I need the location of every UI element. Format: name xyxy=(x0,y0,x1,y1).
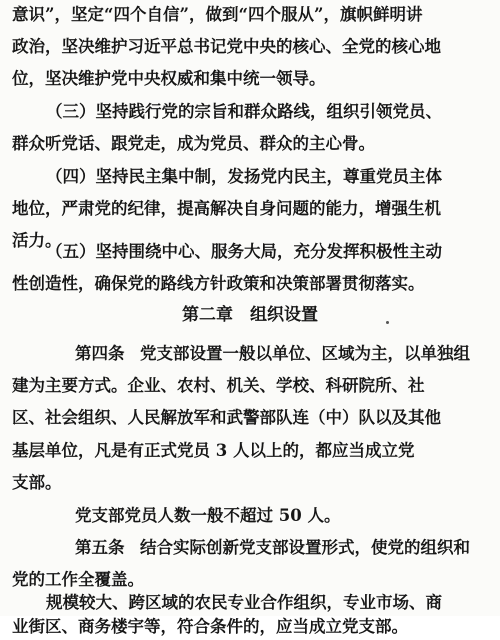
paragraph-line: （五）坚持围绕中心、服务大局，充分发挥积极性主动 xyxy=(46,242,442,261)
paragraph-line: 性创造性，确保党的路线方针政策和决策部署贯彻落实。 xyxy=(12,274,425,293)
article-label: 第五条 xyxy=(75,538,125,557)
article-label: 第四条 xyxy=(75,344,125,363)
paragraph-line: 活力。 xyxy=(12,231,62,250)
paragraph-line: （三）坚持践行党的宗旨和群众路线，组织引领党员、 xyxy=(46,102,442,121)
article-line: 基层单位，凡是有正式党员 3 人以上的，都应当成立党 xyxy=(12,441,415,460)
article-line: 党的工作全覆盖。 xyxy=(12,570,144,589)
article-line: 区、社会组织、人民解放军和武警部队连（中）队以及其他 xyxy=(12,408,441,427)
paragraph-line: 群众听党话、跟党走，成为党员、群众的主心骨。 xyxy=(12,134,375,153)
article-line: 业街区、商务楼宇等，符合条件的，应当成立党支部。 xyxy=(12,617,408,636)
paragraph-line: （四）坚持民主集中制，发扬党内民主，尊重党员主体 xyxy=(46,167,442,186)
article-line: 支部。 xyxy=(12,473,62,492)
paragraph-line: 政治，坚决维护习近平总书记党中央的核心、全党的核心地 xyxy=(12,37,441,56)
scan-speck xyxy=(386,321,389,324)
article-line: 结合实际创新党支部设置形式，使党的组织和 xyxy=(140,538,470,557)
article-line: 规模较大、跨区域的农民专业合作组织，专业市场、商 xyxy=(46,593,442,612)
paragraph-line: 意识”，坚定“四个自信”，做到“四个服从”，旗帜鲜明讲 xyxy=(12,5,423,24)
article-line: 建为主要方式。企业、农村、机关、学校、科研院所、社 xyxy=(12,376,425,395)
article-line: 党支部设置一般以单位、区域为主，以单独组 xyxy=(140,344,470,363)
paragraph-line: 地位，严肃党的纪律，提高解决自身问题的能力，增强生机 xyxy=(12,199,441,218)
chapter-heading: 第二章 组织设置 xyxy=(182,305,318,325)
article-line: 党支部党员人数一般不超过 50 人。 xyxy=(75,506,341,525)
paragraph-line: 位，坚决维护党中央权威和集中统一领导。 xyxy=(12,69,326,88)
